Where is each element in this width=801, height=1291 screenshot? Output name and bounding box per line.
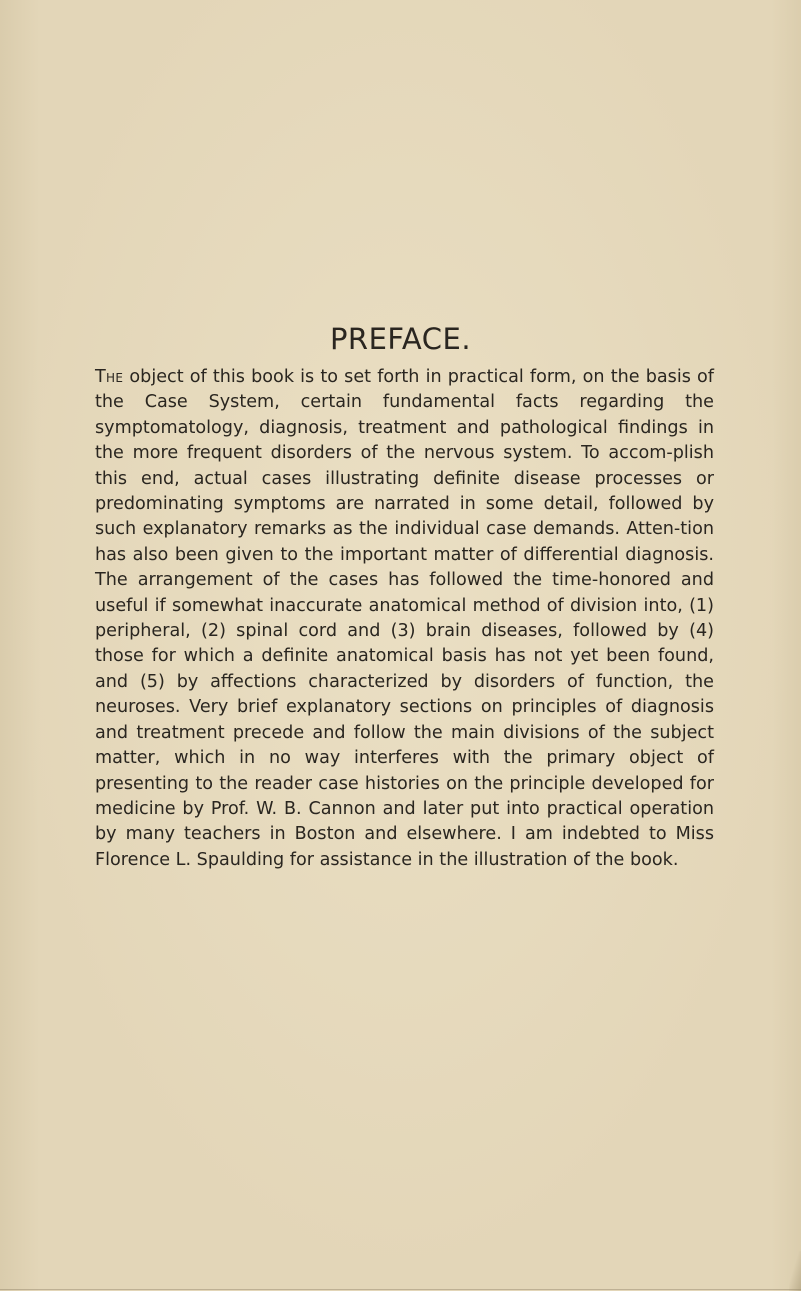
page-corner-shadow [789,1251,801,1291]
page-title: PREFACE. [329,322,472,356]
preface-paragraph [95,365,714,873]
page-bottom-edge [0,1289,801,1290]
paragraph-lead-word: The [95,367,124,387]
paragraph-text: object of this book is to set forth in practical form, on the basis of the Case System, certain fundamental facts regarding the symptomatology, diagnosis, treatment and pathological findings in the more frequent disorders of the nervous system. To accom-plish this end, actual cases illustrating definite disease processes or predominating symptoms are narrated in some detail, followed by such explanatory remarks as the individual case demands. Atten-tion has also been given to the important matter of differential diagnosis. The arrangement of the cases has followed the time-honored and useful if somewhat inaccurate anatomical method of division into, (1) peripheral, (2) spinal cord and (3) brain diseases, followed by (4) those for which a definite anatomical basis has not yet been found, and (5) by affections characterized by disorders of function, the neuroses. Very brief explanatory sections on principles of diagnosis and treatment precede and follow the main divisions of the subject matter, which in no way interferes with the primary object of presenting to the reader case histories on the principle developed for medicine by Prof. W. B. Cannon and later put into practical operation by many teachers in Boston and elsewhere. I am indebted to Miss Florence L. Spaulding for assistance in the illustration of the book. [95,367,714,870]
